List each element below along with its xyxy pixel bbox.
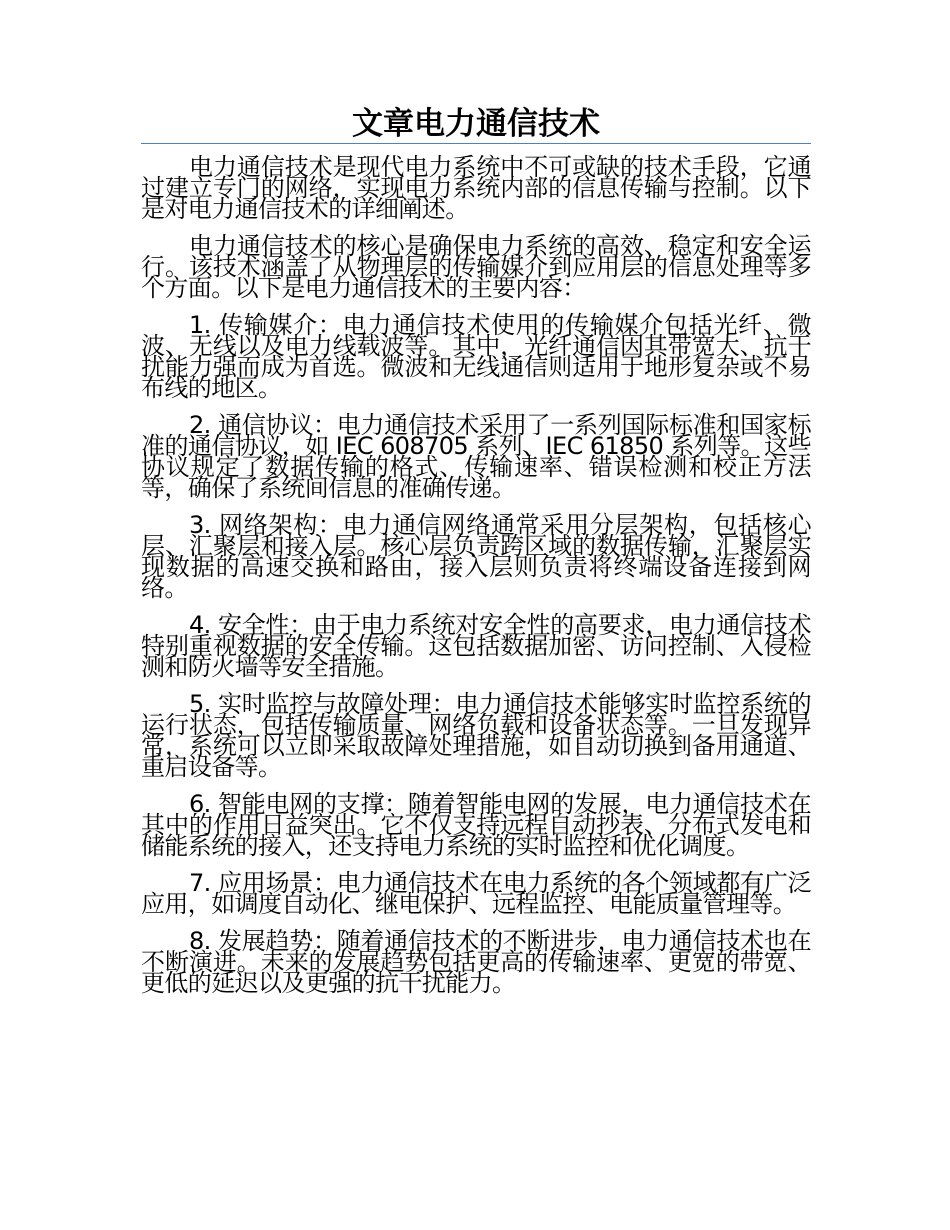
paragraph-trends: 8. 发展趋势：随着通信技术的不断进步，电力通信技术也在不断演进。未来的发展趋势包括更高的传输速率、更宽的带宽、更低的延迟以及更强的抗干扰能力。	[141, 927, 811, 997]
paragraph-overview: 电力通信技术的核心是确保电力系统的高效、稳定和安全运行。该技术涵盖了从物理层的传输媒介到应用层的信息处理等多个方面。以下是电力通信技术的主要内容：	[141, 232, 811, 302]
document-title: 文章电力通信技术	[352, 106, 600, 142]
paragraph-applications: 7. 应用场景：电力通信技术在电力系统的各个领域都有广泛应用，如调度自动化、继电保护、远程监控、电能质量管理等。	[141, 869, 811, 918]
paragraph-network-architecture: 3. 网络架构：电力通信网络通常采用分层架构，包括核心层、汇聚层和接入层。核心层负责跨区域的数据传输，汇聚层实现数据的高速交换和路由，接入层则负责将终端设备连接到网络。	[141, 511, 811, 602]
document-body	[141, 153, 811, 997]
paragraph-communication-protocols: 2. 通信协议：电力通信技术采用了一系列国际标准和国家标准的通信协议，如 IEC 608705 系列、IEC 61850 系列等。这些协议规定了数据传输的格式、传输速率、错误检测和校正方法等，确保了系统间信息的准确传递。	[141, 411, 811, 502]
paragraph-intro: 电力通信技术是现代电力系统中不可或缺的技术手段，它通过建立专门的网络，实现电力系统内部的信息传输与控制。以下是对电力通信技术的详细阐述。	[141, 153, 811, 223]
paragraph-security: 4. 安全性：由于电力系统对安全性的高要求，电力通信技术特别重视数据的安全传输。这包括数据加密、访问控制、入侵检测和防火墙等安全措施。	[141, 611, 811, 681]
paragraph-transmission-media: 1. 传输媒介：电力通信技术使用的传输媒介包括光纤、微波、无线以及电力线载波等。其中，光纤通信因其带宽大、抗干扰能力强而成为首选。微波和无线通信则适用于地形复杂或不易布线的地区。	[141, 311, 811, 402]
document-page	[141, 0, 811, 1010]
paragraph-monitoring: 5. 实时监控与故障处理：电力通信技术能够实时监控系统的运行状态，包括传输质量、网络负载和设备状态等。一旦发现异常，系统可以立即采取故障处理措施，如自动切换到备用通道、重启设备等。	[141, 690, 811, 781]
paragraph-smart-grid: 6. 智能电网的支撑：随着智能电网的发展，电力通信技术在其中的作用日益突出。它不仅支持远程自动抄表、分布式发电和储能系统的接入，还支持电力系统的实时监控和优化调度。	[141, 790, 811, 860]
